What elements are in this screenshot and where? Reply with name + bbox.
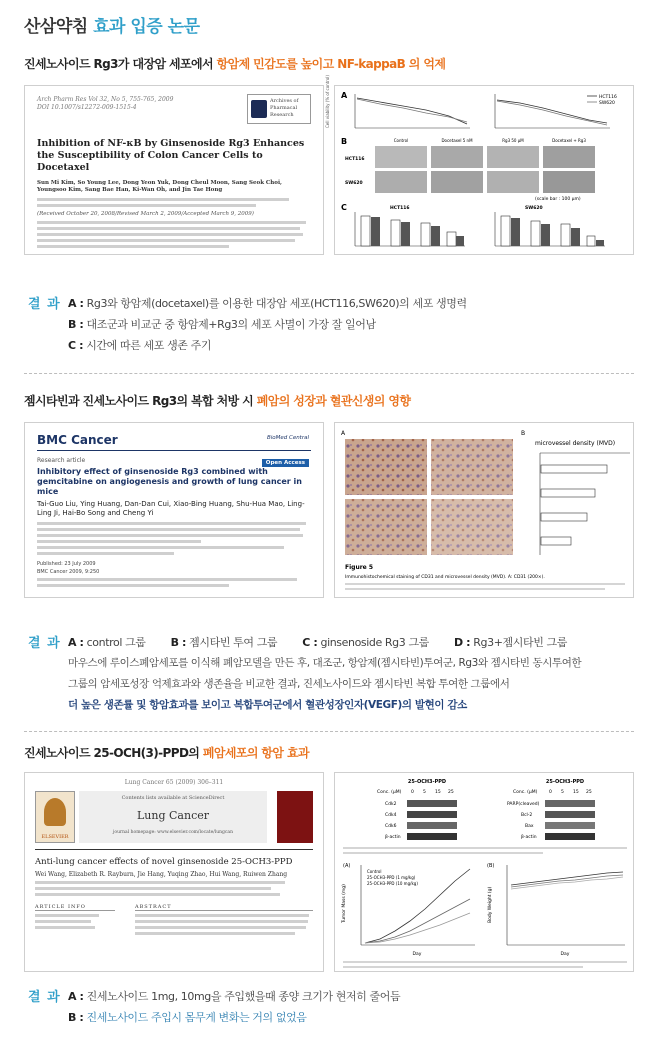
bar-c6 — [431, 226, 440, 246]
result-label: 결 과 — [28, 636, 61, 651]
growth-legend-1: Control — [367, 869, 382, 874]
paper-authors: Wei Wang, Elizabeth R. Rayburn, Jie Hang, Yuqing Zhao, Hui Wang, Ruiwen Zhang — [35, 871, 288, 878]
growth-ylabel-a: Tumor Mass (mg) — [342, 884, 347, 923]
paper-title: Anti-lung cancer effects of novel ginsenoside 25-OCH3-PPD — [35, 857, 293, 867]
group-text-b: 젬시타빈 투여 그룹 — [186, 636, 278, 649]
heading-text: 진세노사이드 Rg3가 대장암 세포에서 — [24, 57, 217, 71]
journal-logo-text: Archives of Pharmacal Research — [270, 98, 299, 118]
weight-line-1mg — [511, 875, 623, 887]
heading-text: 젬시타빈과 진세노사이드 Rg3의 복합 처방 시 — [24, 394, 257, 408]
journal-name: Lung Cancer — [137, 809, 209, 822]
bar-c14 — [571, 228, 580, 246]
dose-r-1: 5 — [561, 790, 564, 795]
paper-cite: BMC Cancer 2009, 9:250 — [37, 569, 100, 575]
micro-7 — [487, 171, 539, 193]
growth-xlabel-a: Day — [412, 952, 422, 957]
affiliation-lines — [37, 522, 311, 555]
caption-title: Figure 5 — [345, 564, 374, 571]
result-lines — [68, 986, 634, 1028]
header-rule — [37, 450, 311, 451]
dose-l-3: 25 — [448, 790, 454, 795]
bar-c12 — [541, 224, 550, 246]
article-info-heading: ARTICLE INFO — [35, 904, 115, 911]
panel-c-hct116: HCT116 — [390, 206, 410, 211]
blot-band-l4 — [407, 833, 457, 840]
result-text-a: 진세노사이드 1mg, 10mg을 주입했을때 종양 크기가 현저히 줄어듬 — [83, 990, 401, 1003]
protein-cdk4: Cdk4 — [385, 813, 397, 818]
result-block — [24, 632, 634, 724]
abstract-heading: ABSTRACT — [135, 904, 313, 911]
result-line-c — [68, 335, 634, 356]
tissue-b — [431, 439, 513, 495]
bar-c15 — [587, 236, 595, 246]
result-text-b: 대조군과 비교군 중 항암제+Rg3의 세포 사멸이 가장 잘 일어남 — [83, 318, 376, 331]
panel-a-ylabel: Cell viability (% of control) — [325, 75, 330, 128]
blot-band-r1 — [545, 800, 595, 807]
journal-homepage: journal homepage: www.elsevier.com/locate/lungcan — [112, 830, 234, 835]
growth-panel-b: (B) — [487, 863, 495, 869]
group-key-b: B : — [170, 636, 187, 649]
row-sw620: SW620 — [345, 181, 363, 186]
growth-xlabel-b: Day — [560, 952, 570, 957]
figure-row — [24, 422, 634, 598]
result-line-a — [68, 293, 634, 314]
paper-authors: Tai-Guo Liu, Ying Huang, Dan-Dan Cui, Xiao-Bing Huang, Shu-Hua Mao, Ling-Ling Ji, Hai-Bo Song and Cheng Yi — [37, 500, 305, 517]
bar-c3 — [391, 220, 400, 246]
mvd-bar-2 — [541, 489, 595, 497]
result-line-b — [68, 1007, 634, 1028]
result-figure-svg — [335, 423, 635, 599]
figure-row — [24, 75, 634, 255]
blot-band-l3 — [407, 822, 457, 829]
micro-4 — [543, 146, 595, 168]
article-info-lines — [35, 914, 115, 929]
result-line-b — [68, 314, 634, 335]
result-lines — [68, 632, 634, 716]
legend-sw620: SW620 — [599, 101, 615, 106]
dose-l-2: 15 — [435, 790, 441, 795]
growth-panel-a: (A) — [343, 863, 351, 869]
paper-doi: DOI 10.1007/s12272-009-1515-4 — [37, 104, 137, 111]
result-paragraph-3: 더 높은 생존률 및 항암효과를 보이고 복합투여군에서 혈관성장인자(VEGF)의 발현이 감소 — [68, 699, 467, 711]
heading-text: 진세노사이드 25-OCH(3)-PPD의 — [24, 746, 203, 760]
result-lines — [68, 293, 634, 356]
protein-actin-right: β-actin — [521, 835, 537, 840]
col-control: Control — [393, 138, 409, 143]
open-access-badge: Open Access — [262, 459, 309, 467]
paper-title: Inhibition of NF-κB by Ginsenoside Rg3 Enhances the Susceptibility of Colon Cancer Cells to Docetaxel — [37, 138, 305, 173]
tissue-c — [345, 499, 427, 555]
panel-c-label: C — [341, 203, 347, 212]
bar-c1 — [361, 216, 370, 246]
caption-line-3 — [343, 961, 627, 963]
section-divider-2 — [24, 731, 634, 732]
bar-c16 — [596, 240, 604, 246]
micro-1 — [375, 146, 427, 168]
result-figure-svg — [325, 75, 635, 256]
section-heading — [24, 392, 634, 409]
result-key-b: B : — [68, 318, 84, 331]
bar-c11 — [531, 221, 540, 246]
result-figure-svg — [335, 773, 635, 973]
result-figure — [334, 422, 634, 598]
paper-type: Research article — [37, 457, 86, 464]
result-line-a — [68, 986, 634, 1007]
weight-line-control — [511, 872, 623, 885]
caption-line-4 — [343, 966, 583, 968]
paper-received: (Received October 20, 2008/Revised March 2, 2009/Accepted March 9, 2009) — [37, 211, 254, 217]
result-paragraph-2: 그룹의 암세포성장 억제효과와 생존율을 비교한 결과, 진세노사이드와 젬시타빈 복합 투여한 그룹에서 — [68, 678, 510, 690]
heading-highlight: 항암제 민감도를 높이고 NF-kappaB 의 억제 — [216, 57, 446, 71]
bar-c5 — [421, 223, 430, 246]
journal-logo: BioMed Central — [266, 435, 309, 441]
paper-thumbnail — [24, 85, 324, 255]
paper-authors: Sun Mi Kim, So Young Lee, Dong Yeon Yuk, Dong Cheul Moon, Sang Seok Choi, Youngsoo Kim, Sang Bae Han, Ki-Wan Oh, and Jin Tae Hong — [37, 180, 282, 193]
tissue-a — [345, 439, 427, 495]
bar-c2 — [371, 217, 380, 246]
micro-6 — [431, 171, 483, 193]
panel-b-label: B — [521, 430, 526, 437]
bar-c4 — [401, 222, 410, 246]
contents-line: Contents lists available at ScienceDirect — [121, 795, 225, 801]
paper-thumbnail — [24, 772, 324, 972]
result-label: 결 과 — [28, 297, 61, 312]
group-text-a: control 그룹 — [83, 636, 146, 649]
page-title-accent: 효과 입증 논문 — [93, 17, 200, 37]
paper-journal: Arch Pharm Res Vol 32, No 5, 755-765, 2009 — [37, 96, 174, 103]
heading-highlight: 폐암세포의 항암 효과 — [202, 746, 309, 760]
blot-title-right: 25-OCH3-PPD — [545, 779, 585, 785]
blot-band-r2 — [545, 811, 595, 818]
growth-legend-3: 25-OCH3-PPD (10 mg/kg) — [367, 881, 418, 886]
protein-bcl2: Bcl-2 — [521, 813, 533, 818]
caption-line-2 — [345, 588, 605, 590]
protein-cdk2: Cdk2 — [385, 802, 397, 807]
paper-thumbnail — [24, 422, 324, 598]
result-key-a: A : — [68, 297, 84, 310]
micro-8 — [543, 171, 595, 193]
blot-title-left: 25-OCH3-PPD — [407, 779, 447, 785]
panel-c-sw620: SW620 — [525, 206, 543, 211]
bar-c9 — [501, 216, 510, 246]
blot-band-r4 — [545, 833, 595, 840]
panel-a-line-1 — [357, 98, 467, 124]
bar-c13 — [561, 224, 570, 246]
abstract-lines — [135, 914, 313, 935]
micro-3 — [487, 146, 539, 168]
figure-row — [24, 772, 634, 972]
conc-right: Conc. (µM) — [513, 790, 538, 795]
blot-band-l1 — [407, 800, 457, 807]
panel-a2-line-2 — [497, 101, 607, 125]
section-heading — [24, 744, 634, 761]
tree-icon — [44, 798, 66, 826]
group-text-c: ginsenoside Rg3 그룹 — [317, 636, 429, 649]
dose-r-2: 15 — [573, 790, 579, 795]
col-rg3: Rg3 50 µM — [502, 138, 524, 143]
mvd-bar-4 — [541, 537, 571, 545]
group-key-d: D : — [454, 636, 471, 649]
micro-2 — [431, 146, 483, 168]
caption-line-2 — [343, 852, 543, 854]
result-text-a: Rg3와 항암제(docetaxel)를 이용한 대장암 세포(HCT116,SW620)의 세포 생명력 — [83, 297, 467, 310]
row-hct116: HCT116 — [345, 157, 365, 162]
paper-journal: BMC Cancer — [37, 433, 118, 447]
journal-logo — [247, 94, 311, 124]
section-rg3-colon — [24, 55, 634, 365]
protein-bax: Bax — [525, 824, 534, 829]
group-key-a: A : — [68, 636, 84, 649]
tissue-d — [431, 499, 513, 555]
paper-top: Lung Cancer 65 (2009) 306–311 — [124, 779, 224, 786]
growth-legend-2: 25-OCH3-PPD (1 mg/kg) — [367, 875, 416, 880]
growth-line-1mg — [365, 899, 470, 943]
paper-title: Inhibitory effect of ginsenoside Rg3 combined with gemcitabine on angiogenesis and growth of lung cancer in mice — [37, 467, 302, 496]
page-title-main: 산삼약침 — [24, 17, 88, 37]
result-text-c: 시간에 따른 세포 생존 주기 — [83, 339, 212, 352]
protein-cdk6: Cdk6 — [385, 824, 397, 829]
section-25och3-ppd — [24, 744, 634, 1034]
bar-c7 — [447, 232, 456, 246]
result-label: 결 과 — [28, 990, 61, 1005]
heading-highlight: 폐암의 성장과 혈관신생의 영향 — [256, 394, 411, 408]
legend-hct116: HCT116 — [599, 95, 617, 100]
section-heading — [24, 55, 634, 72]
result-block — [24, 293, 634, 363]
col-docetaxel: Docetaxel 5 nM — [441, 138, 473, 143]
growth-ylabel-b: Body Weight (g) — [488, 886, 493, 923]
result-key-b: B : — [68, 1011, 84, 1024]
dose-l-1: 5 — [423, 790, 426, 795]
caption-text: Immunohistochemical staining of CD31 and microvessel density (MVD). A: CD31 (200×). — [345, 575, 545, 580]
journal-banner — [79, 791, 267, 843]
caption-line-1 — [343, 847, 627, 849]
result-figure — [334, 772, 634, 972]
mvd-title: microvessel density (MVD) — [535, 440, 616, 447]
dose-r-0: 0 — [549, 790, 552, 795]
result-key-c: C : — [68, 339, 84, 352]
license-lines — [37, 578, 311, 587]
journal-cover — [277, 791, 313, 843]
micro-5 — [375, 171, 427, 193]
abstract-lines — [37, 221, 311, 248]
page-title — [24, 12, 200, 37]
dose-l-0: 0 — [411, 790, 414, 795]
result-block — [24, 986, 634, 1032]
caption-line — [345, 583, 625, 585]
panel-a-label: A — [341, 430, 346, 437]
panel-a2-line-1 — [497, 100, 607, 123]
publisher-name: ELSEVIER — [41, 834, 69, 840]
affiliation-lines — [37, 198, 311, 207]
panel-a-label: A — [341, 91, 348, 100]
paper-published: Published: 23 July 2009 — [37, 561, 96, 567]
dose-r-3: 25 — [586, 790, 592, 795]
result-key-a: A : — [68, 990, 84, 1003]
result-paragraph-1: 마우스에 루이스폐암세포를 이식해 폐암모델을 만든 후, 대조군, 항암제(젬시타빈)투여군, Rg3와 젬시타빈 동시투여한 — [68, 657, 582, 669]
mvd-bar-3 — [541, 513, 587, 521]
header-rule — [35, 849, 313, 850]
protein-parp: PARP(cleaved) — [507, 802, 540, 807]
journal-logo-icon — [251, 100, 267, 118]
panel-b-label: B — [341, 137, 348, 146]
protein-actin-left: β-actin — [385, 835, 401, 840]
group-text-d: Rg3+젬시타빈 그룹 — [470, 636, 567, 649]
blot-band-l2 — [407, 811, 457, 818]
group-key-c: C : — [302, 636, 318, 649]
section-rg3-gemcitabine — [24, 392, 634, 727]
col-combo: Docetaxel + Rg3 — [552, 138, 586, 143]
affiliation-lines — [35, 881, 313, 896]
blot-band-r3 — [545, 822, 595, 829]
bar-c8 — [456, 236, 464, 246]
elsevier-logo — [35, 791, 75, 843]
result-line-abcd — [68, 632, 634, 653]
conc-left: Conc. (µM) — [377, 790, 402, 795]
scale-bar: (scale bar : 100 µm) — [535, 197, 581, 202]
panel-a-line-2 — [357, 99, 467, 122]
mvd-bar-1 — [541, 465, 607, 473]
section-divider-1 — [24, 373, 634, 374]
result-text-b: 진세노사이드 주입시 몸무게 변화는 거의 없었음 — [83, 1011, 307, 1024]
bar-c10 — [511, 218, 520, 246]
result-figure — [325, 75, 634, 255]
